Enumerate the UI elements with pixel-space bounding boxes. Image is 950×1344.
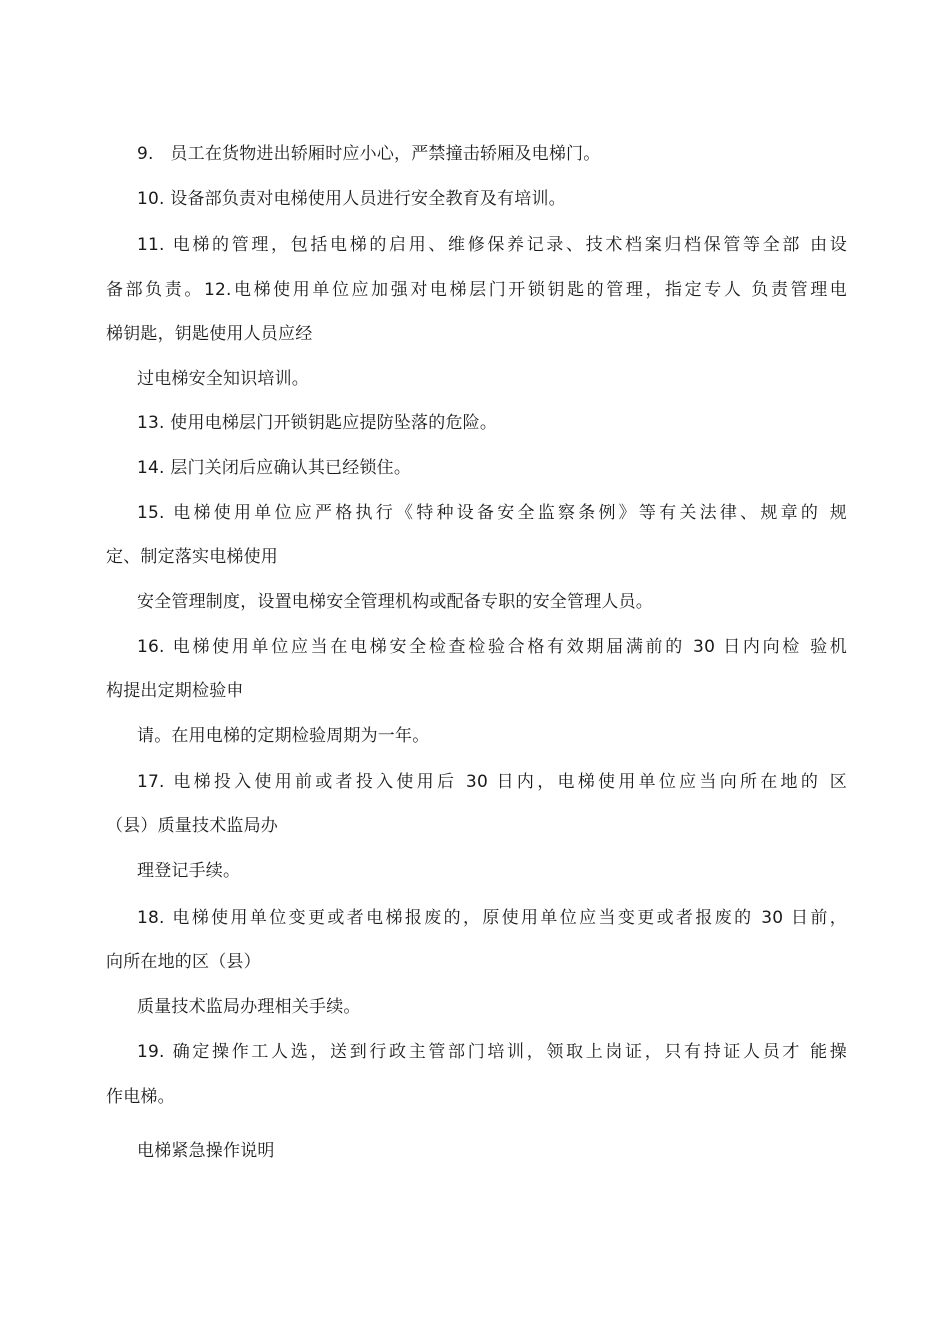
item-17-line-2: （县）质量技术监局办: [106, 816, 278, 836]
item-14-line: 14. 层门关闭后应确认其已经锁住。: [137, 458, 412, 478]
item-15-line-2: 定、制定落实电梯使用: [106, 547, 278, 567]
item-16-line-3: 请。在用电梯的定期检验周期为一年。: [137, 726, 430, 746]
item-15-line-1: 15. 电梯使用单位应严格执行《特种设备安全监察条例》等有关法律、规章的 规: [137, 503, 847, 523]
item-12-line-4: 过电梯安全知识培训。: [137, 369, 309, 389]
item-17-line-1: 17. 电梯投入使用前或者投入使用后 30 日内，电梯使用单位应当向所在地的 区: [137, 772, 847, 792]
item-15-line-3: 安全管理制度，设置电梯安全管理机构或配备专职的安全管理人员。: [137, 592, 653, 612]
item-18-line-2: 向所在地的区（县）: [106, 952, 261, 972]
section-heading: 电梯紧急操作说明: [137, 1141, 275, 1161]
item-16-line-2: 构提出定期检验申: [106, 681, 244, 701]
item-18-line-1: 18. 电梯使用单位变更或者电梯报废的，原使用单位应当变更或者报废的 30 日前，: [137, 908, 847, 928]
item-11-line-1: 11. 电梯的管理，包括电梯的启用、维修保养记录、技术档案归档保管等全部 由设: [137, 235, 847, 255]
item-13-line: 13. 使用电梯层门开锁钥匙应提防坠落的危险。: [137, 413, 498, 433]
item-17-line-3: 理登记手续。: [137, 861, 241, 881]
item-11-12-line-2: 备部负责。12.电梯使用单位应加强对电梯层门开锁钥匙的管理，指定专人 负责管理电: [106, 280, 847, 300]
item-9-line: 9. 员工在货物进出轿厢时应小心，严禁撞击轿厢及电梯门。: [137, 144, 601, 164]
item-18-line-3: 质量技术监局办理相关手续。: [137, 997, 361, 1017]
item-19-line-1: 19. 确定操作工人选，送到行政主管部门培训，领取上岗证，只有持证人员才 能操: [137, 1042, 847, 1062]
item-10-line: 10. 设备部负责对电梯使用人员进行安全教育及有培训。: [137, 189, 566, 209]
item-16-line-1: 16. 电梯使用单位应当在电梯安全检查检验合格有效期届满前的 30 日内向检 验机: [137, 637, 847, 657]
item-12-line-3: 梯钥匙，钥匙使用人员应经: [106, 324, 313, 344]
item-19-line-2: 作电梯。: [106, 1087, 175, 1107]
